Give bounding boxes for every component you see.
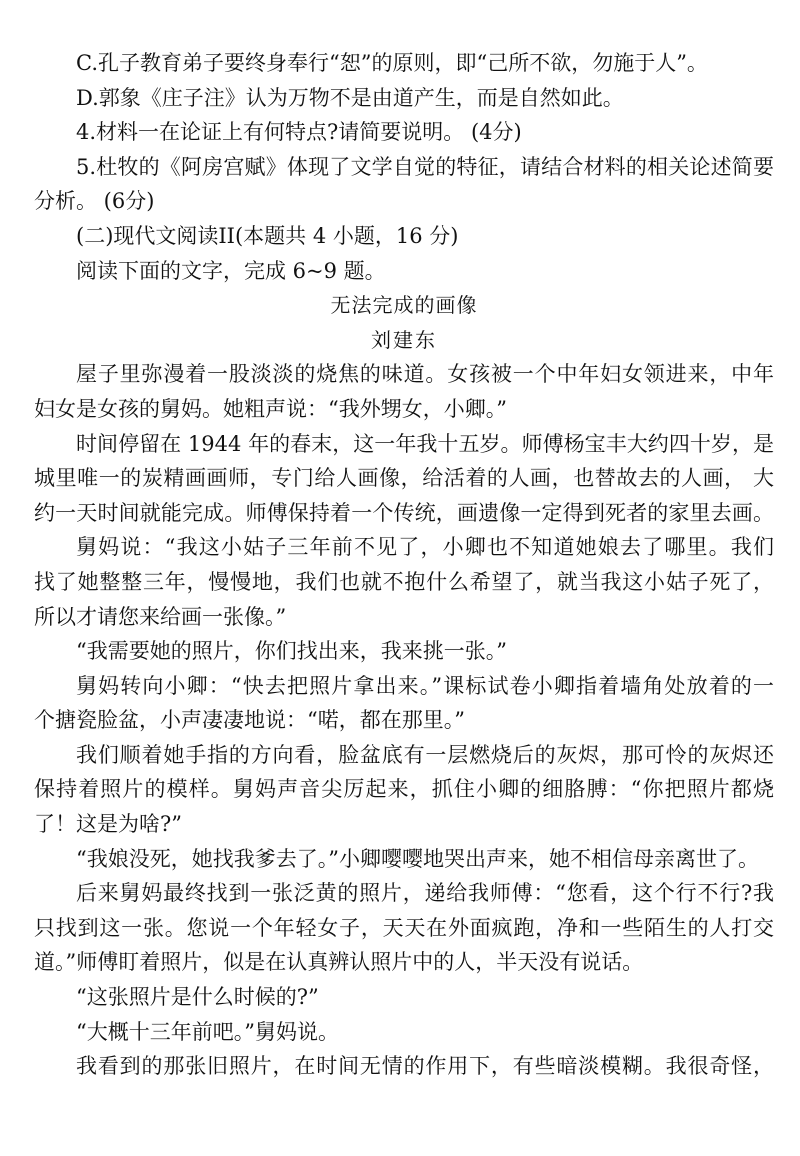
paragraph-line: 所以才请您来给画一张像。” (34, 604, 287, 629)
article-author: 刘建东 (371, 327, 437, 352)
paragraph-line: 我看到的那张旧照片，在时间无情的作用下，有些暗淡模糊。我很奇怪， (76, 1054, 774, 1079)
question-4: 4.材料一在论证上有何特点?请简要说明。 (4分) (76, 120, 522, 145)
section-heading: (二)现代文阅读II(本题共 4 小题，16 分) (76, 223, 459, 248)
paragraph-line: 妇女是女孩的舅妈。她粗声说：“我外甥女，小卿。” (34, 396, 507, 421)
paragraph-line: 道。”师傅盯着照片，似是在认真辨认照片中的人，半天没有说话。 (34, 950, 644, 975)
paragraph-line: 只找到这一张。您说一个年轻女子，天天在外面疯跑，净和一些陌生的人打交 (34, 915, 774, 940)
paragraph-line: 了！这是为啥?” (34, 812, 182, 837)
paragraph-line: 保持着照片的模样。舅妈声音尖厉起来，抓住小卿的细胳膊：“你把照片都烧 (34, 777, 774, 802)
paragraph-line: 舅妈转向小卿：“快去把照片拿出来。”课标试卷小卿指着墙角处放着的一 (76, 673, 774, 698)
article-title: 无法完成的画像 (330, 293, 478, 318)
paragraph-line: 个搪瓷脸盆，小声凄凄地说：“喏，都在那里。” (34, 708, 465, 733)
exam-page (34, 46, 774, 1084)
paragraph-line: 城里唯一的炭精画画师，专门给人画像，给活着的人画，也替故去的人画， 大 (34, 466, 774, 491)
paragraph-line: 时间停留在 1944 年的春末，这一年我十五岁。师傅杨宝丰大约四十岁，是 (76, 431, 774, 456)
question-5-line-1: 5.杜牧的《阿房宫赋》体现了文学自觉的特征，请结合材料的相关论述简要 (76, 154, 774, 179)
question-5-line-2: 分析。 (6分) (34, 189, 155, 214)
paragraph-line: “我需要她的照片，你们找出来，我来挑一张。” (76, 639, 507, 664)
paragraph-line: 舅妈说：“我这小姑子三年前不见了，小卿也不知道她娘去了哪里。我们 (76, 535, 774, 560)
paragraph-line: 找了她整整三年，慢慢地，我们也就不抱什么希望了，就当我这小姑子死了， (34, 569, 774, 594)
paragraph-line: “我娘没死，她找我爹去了。”小卿嘤嘤地哭出声来，她不相信母亲离世了。 (76, 846, 759, 871)
option-d: D.郭象《庄子注》认为万物不是由道产生，而是自然如此。 (76, 85, 624, 110)
paragraph-line: “大概十三年前吧。”舅妈说。 (76, 1019, 339, 1044)
paragraph-line: 我们顺着她手指的方向看，脸盆底有一层燃烧后的灰烬，那可怜的灰烬还 (76, 742, 774, 767)
option-c: C.孔子教育弟子要终身奉行“恕”的原则，即“己所不欲，勿施于人”。 (76, 51, 708, 75)
paragraph-line: “这张照片是什么时候的?” (76, 985, 319, 1010)
paragraph-line: 后来舅妈最终找到一张泛黄的照片，递给我师傅：“您看，这个行不行?我 (76, 881, 774, 906)
paragraph-line: 屋子里弥漫着一股淡淡的烧焦的味道。女孩被一个中年妇女领进来，中年 (76, 362, 774, 387)
paragraph-line: 约一天时间就能完成。师傅保持着一个传统，画遗像一定得到死者的家里去画。 (34, 500, 774, 525)
section-instruction: 阅读下面的文字，完成 6~9 题。 (76, 258, 386, 283)
